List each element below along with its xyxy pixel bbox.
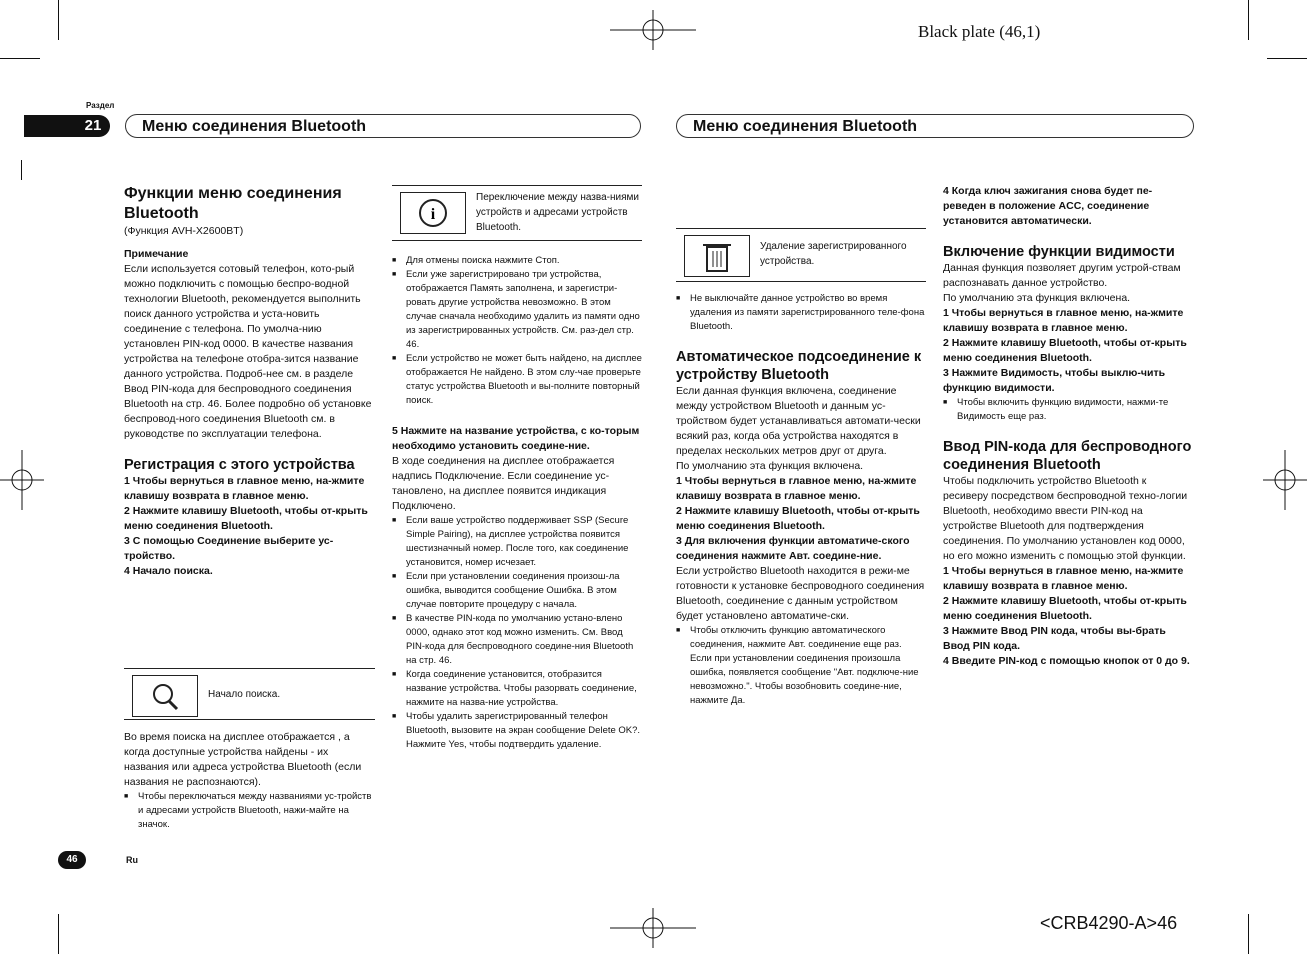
page-number: 46	[58, 851, 86, 869]
function-note: (Функция AVH-X2600BT)	[124, 225, 244, 237]
page-title: Функции меню соединения Bluetooth	[124, 185, 342, 222]
section-heading: Ввод PIN-кода для беспроводного соединения Bluetooth	[943, 439, 1192, 473]
step: 3 С помощью Соединение выберите ус-тройство.	[124, 535, 334, 562]
bullet-item: ■ В качестве PIN-кода по умолчанию устано-влено 0000, однако этот код можно изменить. См. Ввод PIN-кода для беспроводного соедине-ния Bluetooth на стр. 46.	[392, 612, 642, 668]
body-text: Если данная функция включена, соединение между устройством Bluetooth и данным ус-тройством будет устанавливаться автомати-чески всякий раз, когда оба устройства находятся в пределах нескольких метров друг от друга.	[676, 385, 921, 457]
section-number: 21	[76, 115, 110, 137]
crop-mark	[58, 0, 59, 40]
step: 3 Нажмите Видимость, чтобы выклю-чить функцию видимости.	[943, 367, 1166, 394]
icon-table-info	[392, 185, 642, 241]
step: 2 Нажмите клавишу Bluetooth, чтобы от-крыть меню соединения Bluetooth.	[124, 505, 368, 532]
crop-mark	[1248, 914, 1249, 954]
step: 2 Нажмите клавишу Bluetooth, чтобы от-крыть меню соединения Bluetooth.	[943, 595, 1187, 622]
bullet-item: ■ Если при установлении соединения произош-ла ошибка, выводится сообщение Ошибка. В этом случае повторите процедуру с начала.	[392, 570, 642, 612]
icon-table-trash	[676, 228, 926, 282]
column-1-bottom	[124, 730, 374, 832]
step: 3 Нажмите Ввод PIN кода, чтобы вы-брать Ввод PIN кода.	[943, 625, 1166, 652]
note-text: Если используется сотовый телефон, кото-рый можно подключить с помощью беспро-водной технологии Bluetooth, рекомендуется выполнить поиск данного устройства и уста-новить соединение с телефона. По умолча-нию установлен PIN-код 0000. В качестве названия устройства на телефоне отобра-зится название данного устройства. Подроб-нее см. в разделе Ввод PIN-кода для беспроводного соединения Bluetooth на стр. 46. Более подробно об установке беспровод-ного соединения Bluetooth см. в руководстве по эксплуатации телефона.	[124, 263, 372, 440]
bullet-item: ■ Не выключайте данное устройство во время удаления из памяти зарегистрированного теле-фона Bluetooth.	[676, 292, 926, 334]
search-icon	[132, 675, 198, 717]
step: 1 Чтобы вернуться в главное меню, на-жмите клавишу возврата в главное меню.	[676, 475, 917, 502]
document-code: <CRB4290-A>46	[1040, 913, 1178, 933]
trash-icon	[684, 235, 750, 277]
section-label: Раздел	[86, 101, 115, 110]
crop-mark	[21, 160, 22, 180]
column-3	[676, 292, 926, 708]
section-heading: Регистрация с этого устройства	[124, 457, 355, 473]
step: 1 Чтобы вернуться в главное меню, на-жмите клавишу возврата в главное меню.	[124, 475, 365, 502]
registration-mark-icon	[1263, 440, 1307, 520]
step: 1 Чтобы вернуться в главное меню, на-жмите клавишу возврата в главное меню.	[943, 307, 1184, 334]
step: 1 Чтобы вернуться в главное меню, на-жмите клавишу возврата в главное меню.	[943, 565, 1184, 592]
registration-mark-icon	[0, 440, 44, 520]
body-text: По умолчанию эта функция включена.	[676, 460, 864, 472]
crop-mark	[58, 914, 59, 954]
column-2	[392, 254, 642, 752]
icon-description: Удаление зарегистрированного устройства.	[760, 241, 907, 267]
step-text: В ходе соединения на дисплее отображается надпись Подключение. Если соединение ус-тановлено, на дисплее появится индикация Подключено.	[392, 455, 615, 512]
bullet-item: ■ Чтобы включить функцию видимости, нажми-те Видимость еще раз.	[943, 396, 1193, 424]
body-text: Чтобы подключить устройство Bluetooth к ресиверу посредством беспроводной техно-логии Bluetooth, необходимо ввести PIN-код на устройстве Bluetooth для подтверждения соединения. По умолчанию установлен код 0000, но его можно изменить с помощью этой функции.	[943, 475, 1188, 562]
step: 4 Начало поиска.	[124, 565, 213, 577]
step: 2 Нажмите клавишу Bluetooth, чтобы от-крыть меню соединения Bluetooth.	[676, 505, 920, 532]
step: 3 Для включения функции автоматиче-ского соединения нажмите Авт. соедине-ние.	[676, 535, 910, 562]
column-1	[124, 184, 374, 579]
section-heading: Включение функции видимости	[943, 244, 1175, 260]
bullet-item: ■ Чтобы переключаться между названиями ус-тройств и адресами устройств Bluetooth, нажи-майте на значок.	[124, 790, 374, 832]
bullet-item: ■ Когда соединение установится, отобразится название устройства. Чтобы разорвать соединение, нажмите на назва-ние устройства.	[392, 668, 642, 710]
crop-mark	[0, 58, 40, 59]
page-header-left: Меню соединения Bluetooth	[125, 114, 641, 138]
language-label: Ru	[126, 855, 138, 865]
bullet-item: ■ Если устройство не может быть найдено, на дисплее отображается Не найдено. В этом слу-чае проверьте статус устройства Bluetooth и вы-полните повторный поиск.	[392, 352, 642, 408]
step: 4 Когда ключ зажигания снова будет пе-реведен в положение ACC, соединение установится автоматически.	[943, 185, 1153, 227]
search-text: Во время поиска на дисплее отображается , а когда доступные устройства найдены - их названия или адреса устройства Bluetooth (если названия не распознаются).	[124, 731, 362, 788]
plate-label: Black plate (46,1)	[918, 22, 1041, 41]
bullet-item: ■ Чтобы отключить функцию автоматического соединения, нажмите Авт. соединение еще раз. Если при установлении соединения произошла ошибка, появляется сообщение "Авт. подключе-ние невозможно.". Чтобы возобновить соедине-ние, нажмите Да.	[676, 624, 926, 708]
registration-mark-icon	[610, 908, 696, 948]
note-heading: Примечание	[124, 248, 189, 260]
page-header-right: Меню соединения Bluetooth	[676, 114, 1194, 138]
column-4	[943, 184, 1193, 669]
bullet-item: ■ Для отмены поиска нажмите Стоп.	[392, 254, 642, 268]
section-heading: Автоматическое подсоединение к устройству Bluetooth	[676, 349, 922, 383]
crop-mark	[1267, 58, 1307, 59]
body-text: Данная функция позволяет другим устрой-ствам распознавать данное устройство.	[943, 262, 1181, 289]
crop-mark	[1248, 0, 1249, 40]
icon-description: Начало поиска.	[208, 689, 281, 700]
step: 5 Нажмите на название устройства, с ко-торым необходимо установить соедине-ние.	[392, 425, 640, 452]
registration-mark-icon	[610, 10, 696, 50]
svg-text:i: i	[430, 206, 436, 223]
step-text: Если устройство Bluetooth находится в режи-ме готовности к установке беспроводного соединения Bluetooth, соединение с данным устройством будет установлено автоматиче-ски.	[676, 565, 925, 622]
icon-description: Переключение между назва-ниями устройств и адресами устройств Bluetooth.	[476, 192, 639, 233]
bullet-item: ■ Чтобы удалить зарегистрированный телефон Bluetooth, вызовите на экран сообщение Delete OK?. Нажмите Yes, чтобы подтвердить удаление.	[392, 710, 642, 752]
body-text: По умолчанию эта функция включена.	[943, 292, 1131, 304]
step: 4 Введите PIN-код с помощью кнопок от 0 до 9.	[943, 655, 1190, 667]
step: 2 Нажмите клавишу Bluetooth, чтобы от-крыть меню соединения Bluetooth.	[943, 337, 1187, 364]
icon-table-search	[124, 668, 375, 720]
bullet-item: ■ Если ваше устройство поддерживает SSP (Secure Simple Pairing), на дисплее устройства появится шестизначный номер. После того, как соединение установится, номер исчезает.	[392, 514, 642, 570]
info-icon	[400, 192, 466, 234]
bullet-item: ■ Если уже зарегистрировано три устройства, отображается Память заполнена, и зарегистри-ровать другие устройства невозможно. В этом случае сначала необходимо удалить из памяти одно из зарегистрированных устройств. См. раз-дел стр. 46.	[392, 268, 642, 352]
